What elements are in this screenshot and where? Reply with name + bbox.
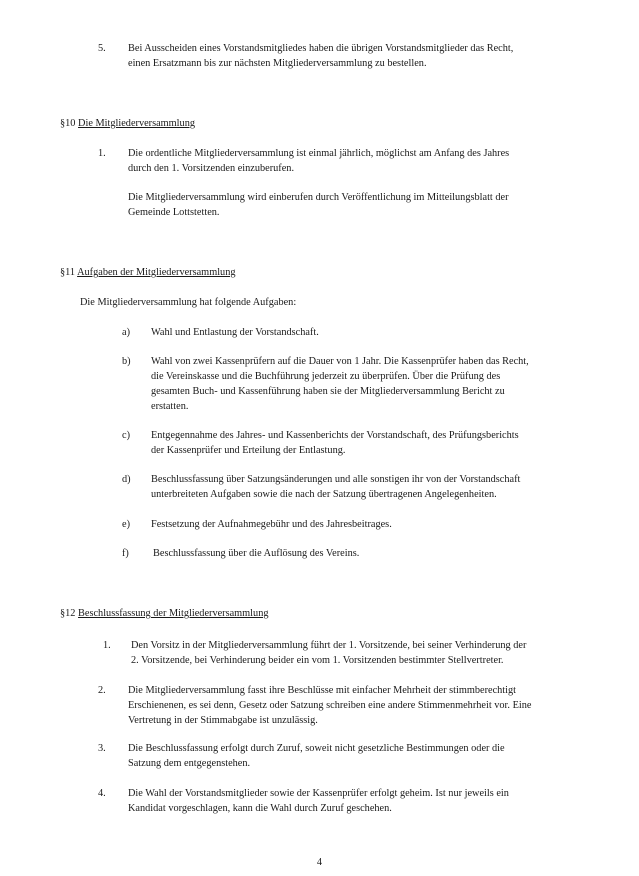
text-line: Kandidat vorgeschlagen, kann die Wahl durch Zuruf geschehen.: [128, 803, 392, 814]
text-line: Wahl und Entlastung der Vorstandschaft.: [151, 327, 319, 338]
item-text: [151, 517, 392, 532]
item-letter: c): [122, 430, 130, 441]
text-line: gesamten Buch- und Kassenführung haben sie der Mitgliederversammlung Bericht zu: [151, 386, 505, 397]
section-prefix: §10: [60, 118, 76, 129]
section-title: Aufgaben der Mitgliederversammlung: [77, 267, 236, 278]
text-line: erstatten.: [151, 401, 189, 412]
text-line: Festsetzung der Aufnahmegebühr und des Jahresbeitrages.: [151, 519, 392, 530]
section-prefix: §12: [60, 608, 76, 619]
item-letter: d): [122, 474, 131, 485]
item-number: 2.: [98, 685, 106, 696]
text-line: der Kassenprüfer und Erteilung der Entlastung.: [151, 445, 346, 456]
section-title: Die Mitgliederversammlung: [78, 118, 195, 129]
text-line: Den Vorsitz in der Mitgliederversammlung führt der 1. Vorsitzende, bei seiner Verhinderung der: [131, 640, 527, 651]
text-line: Die Mitgliederversammlung fasst ihre Beschlüsse mit einfacher Mehrheit der stimmberechtigt: [128, 685, 517, 696]
item-letter: a): [122, 327, 130, 338]
item-text: [131, 638, 526, 668]
section-intro: Die Mitgliederversammlung hat folgende Aufgaben:: [80, 297, 297, 308]
text-line: einen Ersatzmann bis zur nächsten Mitgliederversammlung zu bestellen.: [128, 58, 427, 69]
text-line: durch den 1. Vorsitzenden einzuberufen.: [128, 163, 295, 174]
text-line: die Vereinskasse und die Buchführung jederzeit zu überprüfen. Über die Prüfung des: [151, 371, 501, 382]
text-line: Gemeinde Lottstetten.: [128, 207, 220, 218]
page-number: 4: [316, 857, 323, 868]
text-line: Entgegennahme des Jahres- und Kassenberichts der Vorstandschaft, des Prüfungsberichts: [151, 430, 519, 441]
section-title: Beschlussfassung der Mitgliederversammlung: [78, 608, 269, 619]
text-line: Erschienenen, es sei denn, Gesetz oder Satzung schreiben eine andere Stimmenmehrheit vor. Eine: [128, 700, 532, 711]
item-text: [151, 472, 520, 502]
item-number: 3.: [98, 743, 106, 754]
item-letter: f): [122, 548, 129, 559]
item-text: [151, 325, 319, 340]
item-text: [153, 546, 359, 561]
item-text: [151, 428, 519, 458]
text-line: Beschlussfassung über Satzungsänderungen und alle sonstigen ihr von der Vorstandschaft: [151, 474, 521, 485]
item-text: [128, 683, 531, 728]
item-letter: e): [122, 519, 130, 530]
text-line: Satzung dem entgegenstehen.: [128, 758, 251, 769]
item-number: 1.: [103, 640, 111, 651]
item-text: [128, 146, 509, 176]
text-line: Die Wahl der Vorstandsmitglieder sowie der Kassenprüfer erfolgt geheim. Ist nur jeweils ein: [128, 788, 509, 799]
section-prefix: §11: [60, 267, 76, 278]
section-heading-12: [60, 606, 269, 621]
text-line: Beschlussfassung über die Auflösung des Vereins.: [153, 548, 360, 559]
text-line: Die ordentliche Mitgliederversammlung ist einmal jährlich, möglichst am Anfang des Jahres: [128, 148, 510, 159]
item-paragraph: [128, 190, 509, 220]
item-number: 4.: [98, 788, 106, 799]
section-heading-10: [60, 116, 195, 131]
text-line: Die Mitgliederversammlung wird einberufen durch Veröffentlichung im Mitteilungsblatt der: [128, 192, 509, 203]
item-text: [151, 354, 529, 414]
text-line: 2. Vorsitzende, bei Verhinderung beider ein vom 1. Vorsitzenden bestimmter Stellvertreter.: [131, 655, 504, 666]
item-text: [128, 741, 505, 771]
text-line: Die Beschlussfassung erfolgt durch Zuruf, soweit nicht gesetzliche Bestimmungen oder die: [128, 743, 505, 754]
section-heading-11: [60, 265, 236, 280]
item-text: [128, 41, 513, 71]
item-number: 5.: [98, 43, 106, 54]
item-text: [128, 786, 509, 816]
text-line: Bei Ausscheiden eines Vorstandsmitgliedes haben die übrigen Vorstandsmitglieder das Recht,: [128, 43, 514, 54]
text-line: Wahl von zwei Kassenprüfern auf die Dauer von 1 Jahr. Die Kassenprüfer haben das Recht,: [151, 356, 529, 367]
text-line: unterbreiteten Aufgaben sowie die nach der Satzung übertragenen Angelegenheiten.: [151, 489, 497, 500]
item-number: 1.: [98, 148, 106, 159]
item-letter: b): [122, 356, 131, 367]
text-line: Vertretung in der Stimmabgabe ist unzulässig.: [128, 715, 318, 726]
